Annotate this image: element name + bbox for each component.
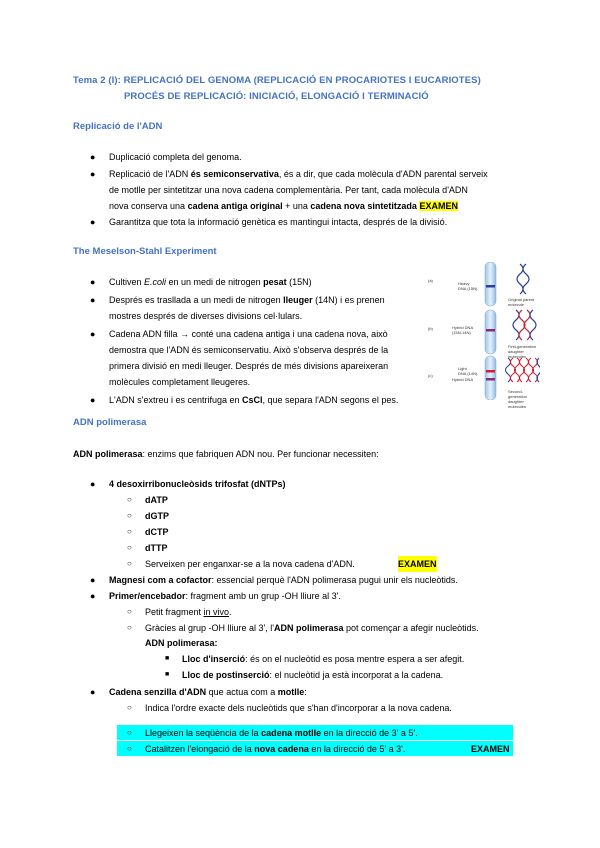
bullet-dot: ●	[90, 277, 96, 287]
fig-band-label-b2: (15N-14N)	[452, 330, 471, 335]
serveixen-item: Serveixen per enganxar-se a la nova cadena d'ADN.	[145, 559, 355, 569]
helix-a	[517, 264, 529, 294]
tube-b	[485, 310, 496, 354]
s1-bullet2-line1: Replicació de l'ADN és semiconservativa, és a dir, que cada molècula d'ADN parental serveix	[109, 169, 488, 179]
bullet-dot: ●	[90, 591, 96, 601]
bullet-dot: ●	[90, 395, 96, 405]
s1-bullet1: Duplicació completa del genoma.	[109, 152, 242, 162]
bullet-circle: ○	[127, 703, 132, 712]
dntps-item: 4 desoxirribonucleòsids trifosfat (dNTPs)	[109, 479, 286, 489]
bullet-circle: ○	[127, 511, 132, 520]
fig-letter-b: (b)	[428, 326, 433, 331]
bullet-dot: ●	[90, 329, 96, 339]
examen-badge: EXAMEN	[398, 556, 437, 572]
s2-bullet4: L'ADN s'extreu i es centrifuga en CsCl, que separa l'ADN segons el pes.	[109, 395, 399, 405]
bullet-circle: ○	[127, 744, 132, 753]
bullet-dot: ●	[90, 295, 96, 305]
fig-band-label-a: Heavy	[458, 281, 470, 286]
s1-bullet2-line3: nova conserva una cadena antiga original + una cadena nova sintetitzada EXAMEN	[109, 201, 458, 211]
examen-badge: EXAMEN	[471, 744, 510, 754]
fig-band-label-c3: Hybrid DNA	[452, 377, 474, 382]
s3-intro: ADN polimerasa: enzims que fabriquen ADN nou. Per funcionar necessiten:	[73, 449, 379, 459]
bullet-dot: ●	[90, 575, 96, 585]
bullet-dot: ●	[90, 687, 96, 697]
s2-bullet2-line2: mostres després de diverses divisions cel·lulars.	[109, 311, 303, 321]
doc-title-line2: PROCÉS DE REPLICACIÓ: INICIACIÓ, ELONGACIÓ I TERMINACIÓ	[124, 91, 429, 102]
bullet-circle: ○	[127, 495, 132, 504]
s2-bullet3-line4: molècules completament lleugeres.	[109, 377, 251, 387]
bullet-dot: ●	[90, 152, 96, 162]
bullet-circle: ○	[127, 527, 132, 536]
fig-band-label-c: Light	[458, 366, 467, 371]
s2-bullet3-line3: primera divisió en medi lleuger. Després de més divisions apareixeran	[109, 361, 389, 371]
lloc-insercio-item: Lloc d'inserció: és on el nucleòtid es posa mentre espera a ser afegit.	[182, 654, 465, 664]
fig-letter-a: (a)	[428, 278, 433, 283]
bullet-circle: ○	[127, 607, 132, 616]
llegeixen-item: Llegeixen la seqüència de la cadena motlle en la direcció de 3' a 5'.	[145, 728, 418, 738]
fig-caption-a: Original parent molecule	[508, 297, 535, 307]
fig-band-label-b: Hybrid DNA	[452, 325, 474, 330]
bullet-square: ■	[165, 671, 170, 678]
band-hybrid-c	[486, 378, 495, 381]
s2-bullet3-line1: Cadena ADN filla → conté una cadena antiga i una cadena nova, això	[109, 329, 388, 339]
s2-bullet2-line1: Després es trasllada a un medi de nitrogen lleuger (14N) i es prenen	[109, 295, 385, 305]
section-heading-polimerasa: ADN polimerasa	[73, 417, 147, 428]
polimerasa-subheading: ADN polimerasa:	[145, 638, 218, 648]
fig-band-label-a2: DNA (15N)	[458, 286, 478, 291]
fig-caption-c: Second-generation daughter molecules	[508, 389, 527, 409]
bullet-square: ■	[165, 655, 170, 662]
section-heading-replicacio: Replicació de l'ADN	[73, 121, 163, 132]
section-heading-meselson: The Meselson-Stahl Experiment	[73, 246, 217, 257]
s2-bullet3-line2: demostra que l'ADN és semiconservatiu. Això s'observa després de la	[109, 345, 389, 355]
bullet-circle: ○	[127, 728, 132, 737]
figure-svg	[428, 262, 540, 400]
magnesi-item: Magnesi com a cofactor: essencial perquè l'ADN polimerasa pugui unir els nucleòtids.	[109, 575, 458, 585]
meselson-stahl-figure	[428, 262, 540, 409]
dttp-item: dTTP	[145, 543, 168, 553]
petit-item: Petit fragment in vivo.	[145, 607, 232, 617]
tube-a	[485, 262, 496, 306]
dgtp-item: dGTP	[145, 511, 169, 521]
cadena-motlle-item: Cadena senzilla d'ADN que actua com a motlle:	[109, 687, 307, 697]
helix-c	[506, 358, 541, 382]
dctp-item: dCTP	[145, 527, 169, 537]
datp-item: dATP	[145, 495, 168, 505]
examen-badge: EXAMEN	[419, 201, 458, 211]
gracies-item: Gràcies al grup -OH lliure al 3', l'ADN polimerasa pot començar a afegir nucleòtids.	[145, 623, 479, 633]
bullet-dot: ●	[90, 169, 96, 179]
catalitzen-item: Catalitzen l'elongació de la nova cadena en la direcció de 5' a 3'.	[145, 744, 406, 754]
fig-letter-c: (c)	[428, 373, 433, 378]
bullet-dot: ●	[90, 217, 96, 227]
band-hybrid	[486, 329, 495, 332]
bullet-circle: ○	[127, 543, 132, 552]
helix-b	[513, 310, 536, 340]
band-heavy	[486, 285, 495, 288]
bullet-circle: ○	[127, 559, 132, 568]
s2-bullet1: Cultiven E.coli en un medi de nitrogen pesat (15N)	[109, 277, 312, 287]
s1-bullet3: Garantitza que tota la informació genètica es mantingui intacta, després de la divisió.	[109, 217, 448, 227]
fig-caption-b: First-generation daughter molecules	[508, 344, 537, 359]
band-light	[486, 370, 495, 373]
bullet-circle: ○	[127, 623, 132, 632]
indica-item: Indica l'ordre exacte dels nucleòtids que s'han d'incorporar a la nova cadena.	[145, 703, 452, 713]
fig-band-label-c2: DNA (14N)	[458, 371, 478, 376]
primer-item: Primer/encebador: fragment amb un grup -OH lliure al 3'.	[109, 591, 341, 601]
bullet-dot: ●	[90, 479, 96, 489]
doc-title-line1: Tema 2 (I): REPLICACIÓ DEL GENOMA (REPLICACIÓ EN PROCARIOTES I EUCARIOTES)	[73, 75, 481, 86]
lloc-postinsercio-item: Lloc de postinserció: el nucleòtid ja està incorporat a la cadena.	[182, 670, 444, 680]
s1-bullet2-line2: de motlle per sintetitzar una nova cadena complementària. Per tant, cada molècula d'ADN	[109, 185, 468, 195]
